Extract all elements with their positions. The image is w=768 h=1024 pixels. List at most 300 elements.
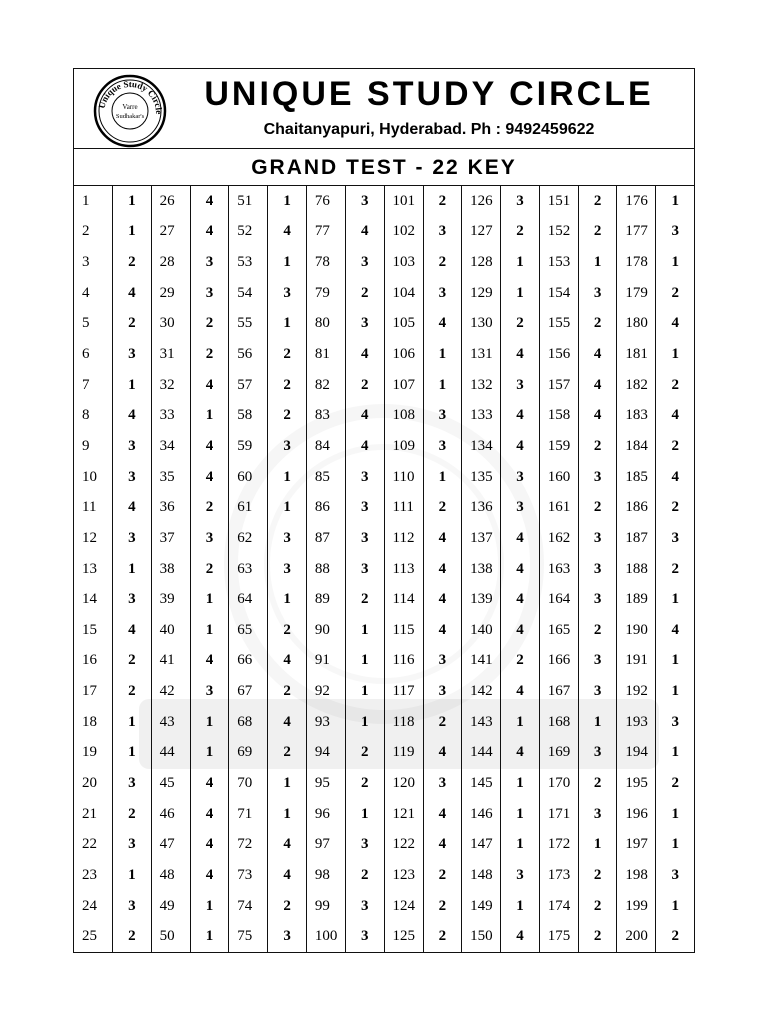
answer-option: 4 [283, 223, 291, 240]
question-column [307, 186, 346, 952]
answer-option: 3 [128, 346, 136, 363]
question-number: 93 [314, 713, 330, 730]
question-number: 92 [314, 683, 330, 700]
answer-option: 1 [128, 376, 136, 393]
answer-option: 3 [516, 468, 524, 485]
question-column [229, 186, 268, 952]
question-number: 90 [314, 621, 330, 638]
question-number: 145 [470, 774, 493, 791]
institute-title: UNIQUE STUDY CIRCLE [204, 75, 654, 113]
question-number: 194 [625, 744, 648, 761]
answer-column [579, 186, 618, 952]
answer-option: 2 [671, 499, 679, 516]
answer-option: 2 [205, 346, 214, 363]
answer-option: 3 [283, 529, 291, 546]
question-number: 162 [547, 529, 571, 546]
question-number: 111 [392, 499, 414, 516]
answer-option: 3 [516, 499, 524, 516]
question-number: 66 [237, 652, 253, 669]
question-column [152, 186, 191, 952]
question-number: 59 [237, 437, 253, 454]
answer-option: 4 [438, 529, 447, 546]
answer-option: 2 [128, 254, 136, 271]
answer-option: 4 [360, 407, 369, 424]
question-number: 181 [625, 346, 648, 363]
question-number: 108 [392, 407, 415, 424]
key-title: GRAND TEST - 22 KEY [74, 149, 694, 186]
answer-option: 3 [593, 805, 602, 822]
answer-option: 4 [283, 836, 291, 853]
question-number: 3 [82, 254, 90, 271]
seal-arc-text-2: Study [122, 78, 150, 94]
question-number: 65 [237, 621, 253, 638]
answer-option: 2 [360, 376, 369, 393]
question-number: 56 [237, 346, 253, 363]
answer-option: 3 [128, 437, 136, 454]
question-number: 113 [392, 560, 415, 577]
answer-option: 4 [360, 437, 369, 454]
answer-option: 3 [593, 560, 602, 577]
answer-option: 1 [283, 774, 291, 791]
question-number: 84 [314, 437, 330, 454]
question-number: 184 [625, 437, 648, 454]
answer-option: 1 [205, 744, 214, 761]
answer-option: 2 [593, 223, 602, 240]
answer-option: 3 [438, 284, 447, 301]
question-number: 164 [547, 591, 571, 608]
question-number: 78 [314, 254, 330, 271]
answer-option: 4 [205, 866, 214, 883]
answer-option: 1 [516, 805, 524, 822]
question-number: 103 [392, 254, 415, 271]
answer-option: 3 [438, 652, 447, 669]
answer-option: 4 [671, 621, 679, 638]
answer-option: 2 [360, 866, 369, 883]
answer-column [656, 186, 694, 952]
answer-option: 4 [205, 376, 214, 393]
answer-option: 2 [438, 713, 447, 730]
question-number: 86 [314, 499, 330, 516]
question-number: 163 [547, 560, 571, 577]
answer-option: 2 [283, 683, 291, 700]
answer-option: 3 [283, 560, 291, 577]
question-number: 73 [237, 866, 253, 883]
answer-option: 3 [593, 652, 602, 669]
question-number: 81 [314, 346, 330, 363]
question-number: 97 [314, 836, 330, 853]
answer-option: 3 [593, 591, 602, 608]
question-number: 29 [159, 284, 175, 301]
answer-option: 3 [516, 376, 524, 393]
answer-option: 1 [360, 713, 369, 730]
question-number: 49 [159, 897, 175, 914]
answer-column [424, 186, 463, 952]
question-number: 147 [470, 836, 493, 853]
answer-option: 4 [671, 407, 679, 424]
question-number: 77 [314, 223, 330, 240]
answer-option: 2 [283, 621, 291, 638]
answer-option: 4 [283, 713, 291, 730]
answer-option: 2 [438, 192, 447, 209]
answer-option: 3 [593, 683, 602, 700]
question-number: 7 [82, 376, 90, 393]
question-number: 178 [625, 254, 648, 271]
answer-option: 4 [283, 866, 291, 883]
question-number: 123 [392, 866, 415, 883]
question-number: 137 [470, 529, 493, 546]
answer-option: 2 [438, 866, 447, 883]
answer-option: 2 [516, 315, 524, 332]
question-number: 153 [547, 254, 571, 271]
answer-option: 1 [360, 652, 369, 669]
answer-option: 4 [516, 407, 524, 424]
answer-option: 2 [671, 560, 679, 577]
answer-option: 4 [438, 805, 447, 822]
answer-column [346, 186, 385, 952]
answer-option: 4 [205, 836, 214, 853]
answer-column [268, 186, 307, 952]
question-number: 144 [470, 744, 493, 761]
question-number: 182 [625, 376, 648, 393]
question-number: 83 [314, 407, 330, 424]
question-number: 99 [314, 897, 330, 914]
question-number: 20 [82, 774, 97, 791]
question-number: 61 [237, 499, 253, 516]
seal-arc-text-3: Circle [145, 87, 165, 115]
question-number: 131 [470, 346, 493, 363]
question-number: 112 [392, 529, 415, 546]
question-number: 114 [392, 591, 415, 608]
answer-option: 4 [438, 744, 447, 761]
question-number: 142 [470, 683, 493, 700]
answer-option: 4 [360, 346, 369, 363]
question-number: 138 [470, 560, 493, 577]
question-number: 130 [470, 315, 493, 332]
answer-option: 2 [128, 315, 136, 332]
question-number: 30 [159, 315, 175, 332]
question-number: 63 [237, 560, 253, 577]
question-number: 18 [82, 713, 97, 730]
answer-option: 4 [516, 621, 524, 638]
answer-option: 4 [128, 284, 136, 301]
question-number: 79 [314, 284, 330, 301]
question-number: 199 [625, 897, 648, 914]
question-number: 152 [547, 223, 571, 240]
question-number: 60 [237, 468, 253, 485]
answer-option: 4 [205, 774, 214, 791]
answer-column [113, 186, 152, 952]
question-number: 4 [82, 284, 90, 301]
answer-option: 1 [128, 713, 136, 730]
answer-option: 4 [438, 591, 447, 608]
answer-option: 4 [516, 437, 524, 454]
question-number: 165 [547, 621, 571, 638]
question-number: 134 [470, 437, 493, 454]
answer-option: 3 [671, 529, 679, 546]
answer-option: 1 [671, 744, 679, 761]
answer-option: 4 [205, 192, 214, 209]
answer-option: 2 [593, 866, 602, 883]
question-number: 169 [547, 744, 571, 761]
question-number: 35 [159, 468, 175, 485]
answer-option: 1 [205, 621, 214, 638]
answer-option: 4 [516, 683, 524, 700]
answer-option: 3 [128, 468, 136, 485]
question-number: 140 [470, 621, 493, 638]
question-number: 85 [314, 468, 330, 485]
answer-option: 1 [283, 468, 291, 485]
answer-option: 1 [516, 774, 524, 791]
question-number: 151 [547, 192, 571, 209]
question-number: 160 [547, 468, 571, 485]
question-number: 41 [159, 652, 175, 669]
question-number: 168 [547, 713, 571, 730]
question-number: 174 [547, 897, 571, 914]
answer-option: 1 [283, 254, 291, 271]
question-number: 136 [470, 499, 493, 516]
question-number: 91 [314, 652, 330, 669]
question-number: 122 [392, 836, 415, 853]
answer-option: 2 [283, 407, 291, 424]
question-number: 106 [392, 346, 415, 363]
question-number: 33 [159, 407, 175, 424]
question-number: 31 [159, 346, 175, 363]
question-number: 173 [547, 866, 571, 883]
answer-option: 1 [671, 897, 679, 914]
question-number: 87 [314, 529, 330, 546]
question-number: 51 [237, 192, 253, 209]
question-number: 27 [159, 223, 175, 240]
answer-option: 1 [438, 468, 447, 485]
question-number: 80 [314, 315, 330, 332]
question-number: 156 [547, 346, 571, 363]
question-number: 10 [82, 468, 97, 485]
answer-option: 4 [205, 223, 214, 240]
answer-option: 2 [360, 774, 369, 791]
answer-option: 2 [128, 805, 136, 822]
question-number: 175 [547, 928, 571, 945]
question-number: 82 [314, 376, 330, 393]
question-number: 100 [314, 928, 338, 945]
institute-address: Chaitanyapuri, Hyderabad. Ph : 9492459622 [263, 121, 595, 138]
question-number: 180 [625, 315, 648, 332]
question-number: 23 [82, 866, 97, 883]
answer-option: 4 [283, 652, 291, 669]
answer-option: 3 [593, 284, 602, 301]
answer-option: 2 [671, 928, 679, 945]
question-number: 197 [625, 836, 648, 853]
answer-option: 2 [283, 376, 291, 393]
answer-option: 3 [360, 468, 369, 485]
answer-option: 2 [438, 254, 447, 271]
answer-option: 4 [516, 928, 524, 945]
answer-option: 3 [360, 499, 369, 516]
question-number: 39 [159, 591, 175, 608]
answer-option: 1 [671, 652, 679, 669]
answer-option: 2 [128, 652, 136, 669]
answer-key-sheet [73, 68, 695, 953]
answer-option: 3 [438, 774, 447, 791]
question-number: 45 [159, 774, 175, 791]
question-number: 57 [237, 376, 253, 393]
question-number: 120 [392, 774, 415, 791]
question-number: 26 [159, 192, 175, 209]
question-number: 28 [159, 254, 175, 271]
answer-option: 4 [128, 499, 136, 516]
answer-option: 3 [128, 774, 136, 791]
question-number: 72 [237, 836, 253, 853]
answer-option: 2 [205, 560, 214, 577]
answer-option: 1 [283, 315, 291, 332]
answer-option: 4 [516, 560, 524, 577]
question-number: 192 [625, 683, 648, 700]
answer-option: 4 [593, 376, 602, 393]
question-number: 170 [547, 774, 571, 791]
question-number: 67 [237, 683, 253, 700]
answer-option: 2 [438, 897, 447, 914]
question-number: 58 [237, 407, 253, 424]
answer-option: 1 [516, 897, 524, 914]
answer-option: 3 [671, 713, 679, 730]
answer-option: 2 [593, 621, 602, 638]
answer-option: 1 [671, 805, 679, 822]
question-number: 88 [314, 560, 330, 577]
question-number: 53 [237, 254, 253, 271]
answer-option: 1 [205, 928, 214, 945]
answer-option: 3 [283, 437, 291, 454]
answer-option: 1 [283, 805, 291, 822]
question-number: 22 [82, 836, 97, 853]
answer-option: 2 [205, 499, 214, 516]
question-number: 124 [392, 897, 415, 914]
answer-option: 1 [593, 713, 602, 730]
answer-option: 1 [671, 591, 679, 608]
answer-option: 2 [671, 774, 679, 791]
question-column [74, 186, 113, 952]
answer-option: 2 [593, 437, 602, 454]
answer-option: 2 [438, 499, 447, 516]
answer-option: 1 [593, 254, 602, 271]
question-number: 2 [82, 223, 90, 240]
answer-option: 2 [671, 376, 679, 393]
question-number: 154 [547, 284, 571, 301]
question-number: 158 [547, 407, 571, 424]
answer-option: 1 [205, 713, 214, 730]
question-number: 46 [159, 805, 175, 822]
question-number: 135 [470, 468, 493, 485]
question-number: 36 [159, 499, 175, 516]
answer-option: 3 [360, 192, 369, 209]
question-number: 107 [392, 376, 415, 393]
answer-option: 3 [360, 928, 369, 945]
question-number: 118 [392, 713, 415, 730]
answer-option: 1 [360, 805, 369, 822]
question-number: 37 [159, 529, 175, 546]
question-number: 117 [392, 683, 415, 700]
answer-option: 1 [205, 407, 214, 424]
answer-option: 1 [671, 683, 679, 700]
question-number: 1 [82, 192, 90, 209]
question-number: 189 [625, 591, 648, 608]
seal-arc-text-1: Unique [96, 80, 123, 110]
question-number: 193 [625, 713, 648, 730]
answer-option: 3 [360, 529, 369, 546]
answer-option: 4 [671, 315, 679, 332]
question-number: 14 [82, 591, 97, 608]
answer-option: 4 [516, 744, 524, 761]
question-number: 185 [625, 468, 648, 485]
question-number: 24 [82, 897, 97, 914]
answer-option: 3 [283, 284, 291, 301]
question-column [617, 186, 656, 952]
question-number: 40 [159, 621, 175, 638]
answer-option: 4 [205, 805, 214, 822]
seal-logo [92, 73, 168, 149]
answer-option: 1 [128, 866, 136, 883]
question-number: 62 [237, 529, 253, 546]
question-number: 176 [625, 192, 648, 209]
answer-option: 3 [593, 468, 602, 485]
answer-option: 3 [360, 254, 369, 271]
answer-option: 3 [128, 591, 136, 608]
question-number: 94 [314, 744, 330, 761]
answer-option: 3 [671, 223, 679, 240]
question-number: 116 [392, 652, 415, 669]
answer-option: 1 [516, 713, 524, 730]
question-number: 187 [625, 529, 648, 546]
answer-option: 1 [283, 499, 291, 516]
answer-option: 4 [438, 315, 447, 332]
answer-option: 1 [360, 621, 369, 638]
answer-option: 2 [283, 897, 291, 914]
question-number: 5 [82, 315, 90, 332]
answer-option: 3 [128, 529, 136, 546]
question-number: 76 [314, 192, 330, 209]
answer-option: 1 [671, 254, 679, 271]
question-number: 75 [237, 928, 253, 945]
answer-option: 1 [128, 192, 136, 209]
answer-option: 1 [283, 192, 291, 209]
question-number: 149 [470, 897, 493, 914]
answer-column [191, 186, 230, 952]
question-number: 50 [159, 928, 175, 945]
answer-option: 2 [671, 437, 679, 454]
answer-option: 3 [438, 683, 447, 700]
answer-option: 3 [438, 437, 447, 454]
answer-option: 3 [438, 223, 447, 240]
question-column [462, 186, 501, 952]
question-number: 74 [237, 897, 253, 914]
answer-option: 4 [360, 223, 369, 240]
answer-option: 4 [671, 468, 679, 485]
question-number: 177 [625, 223, 648, 240]
question-number: 172 [547, 836, 571, 853]
question-number: 110 [392, 468, 415, 485]
question-number: 12 [82, 529, 97, 546]
answer-option: 1 [516, 836, 524, 853]
answer-option: 2 [283, 346, 291, 363]
seal-inner-text-1: Varre [122, 103, 138, 111]
answer-option: 1 [283, 591, 291, 608]
question-number: 200 [625, 928, 648, 945]
question-number: 179 [625, 284, 648, 301]
question-number: 8 [82, 407, 90, 424]
question-number: 157 [547, 376, 571, 393]
question-number: 38 [159, 560, 175, 577]
question-number: 47 [159, 836, 175, 853]
question-number: 155 [547, 315, 571, 332]
question-number: 127 [470, 223, 493, 240]
